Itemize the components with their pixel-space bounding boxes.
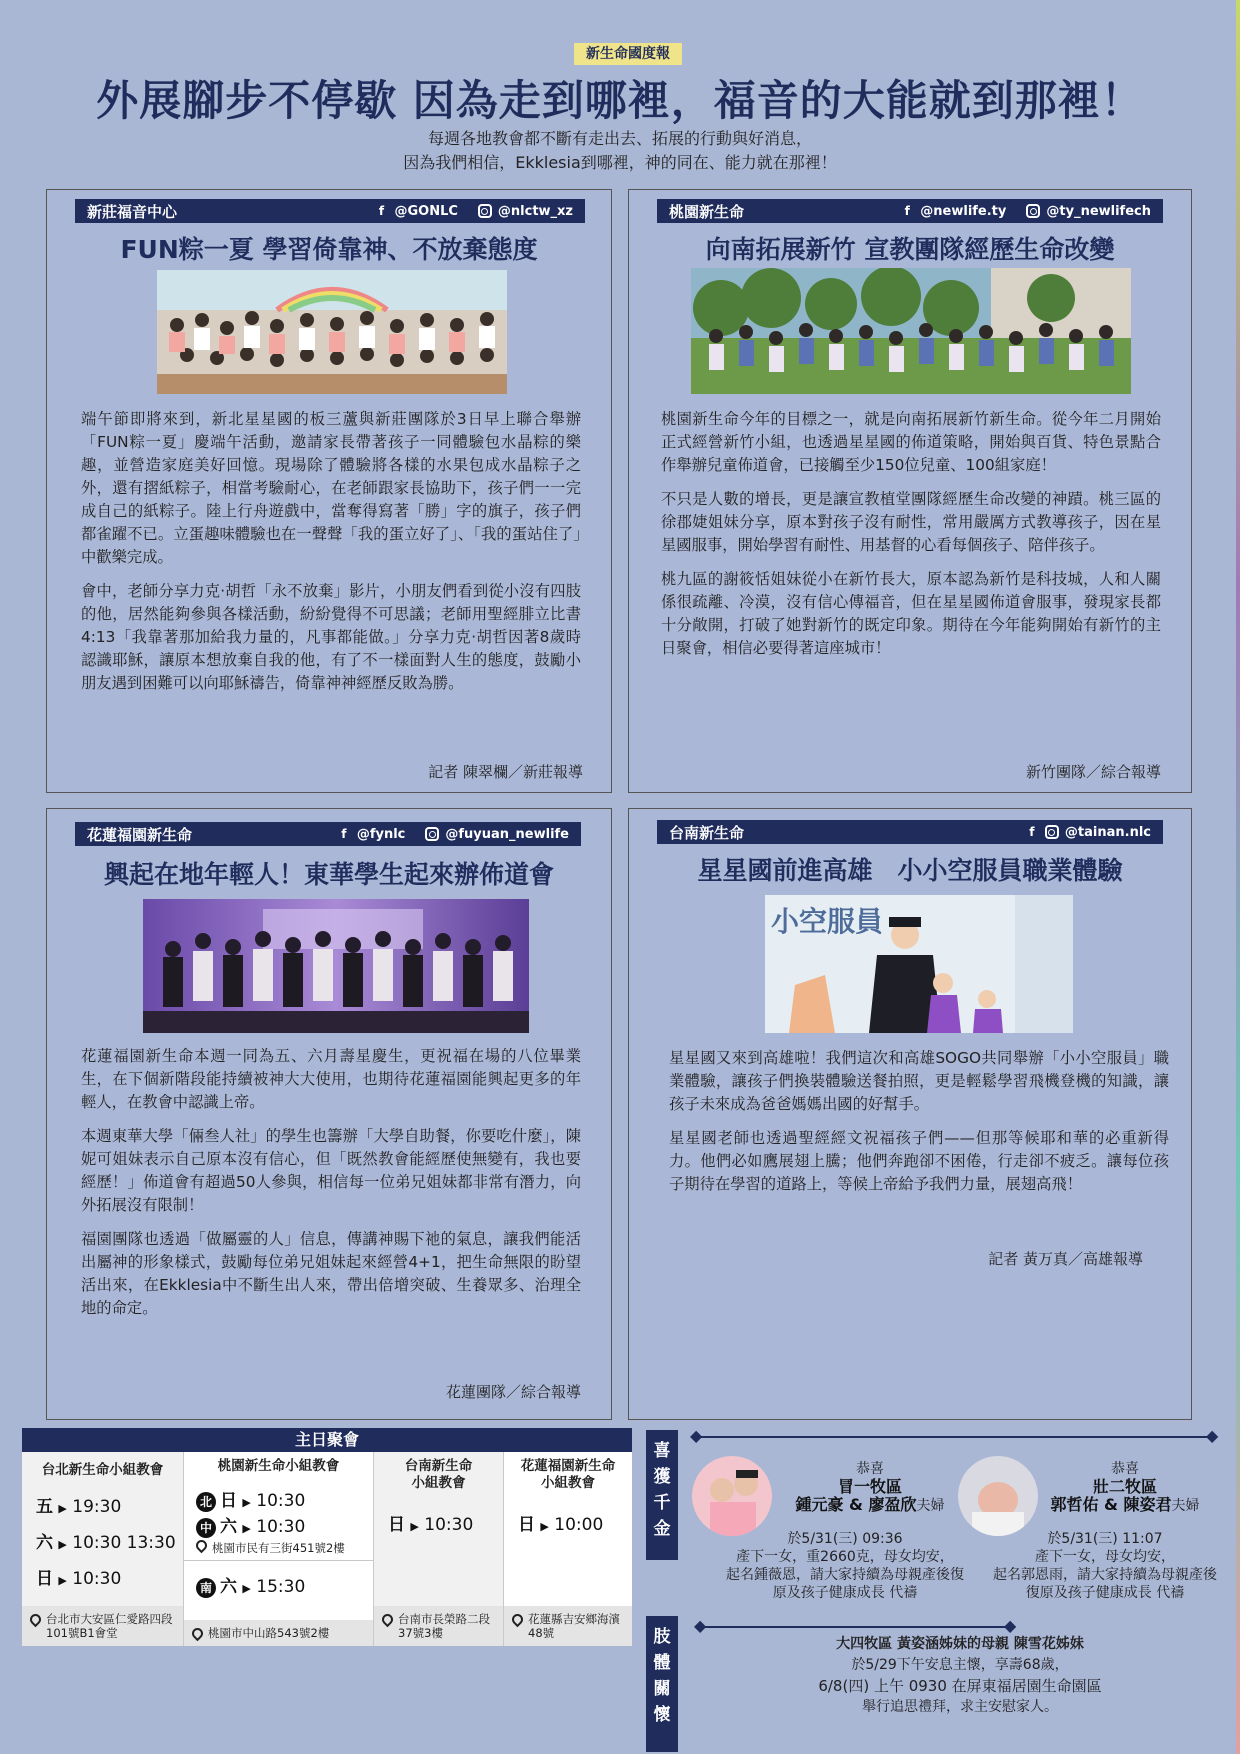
article-body	[81, 1045, 581, 1331]
schedule-header: 桃園新生命小組教會	[217, 1458, 340, 1474]
facebook-icon: f	[341, 827, 347, 841]
schedule-line: 六 ▶ 10:30 13:30	[36, 1533, 176, 1553]
facebook-handle[interactable]: @newlife.ty	[920, 203, 1007, 219]
social-links	[337, 827, 569, 842]
birth-b	[1030, 1460, 1220, 1515]
paragraph: 桃九區的謝筱恬姐妹從小在新竹長大，原本認為新竹是科技城，人和人關係很疏離、冷漠，沒有信心傳福音，但在星星國佈道會服事，發現家長都十分敞開，打破了她對新竹的既定印象。期待在今年能夠開始有新竹的主日聚會，相信必要得著這座城市！	[661, 570, 1161, 657]
sunday-schedule	[22, 1428, 632, 1646]
panel-xinzhuang	[46, 189, 612, 793]
birth-line: 起名郭恩雨，請大家持續為母親產後	[993, 1567, 1217, 1583]
social-links	[900, 204, 1151, 219]
facebook-handle[interactable]: @GONLC	[394, 203, 458, 219]
panel-hualien	[46, 808, 612, 1420]
schedule-address: 台南市長榮路二段37號3樓	[374, 1606, 503, 1646]
birth-line: 產下一女，母女均安，	[1035, 1549, 1175, 1565]
social-links	[374, 204, 573, 219]
condolence-line: 6/8(四) 上午 0930 在屏東福居園生命園區	[818, 1677, 1102, 1695]
birth-b-details	[980, 1530, 1230, 1602]
panel-header-bar	[657, 820, 1163, 844]
condolence-line: 於5/29下午安息主懷，享壽68歲，	[851, 1657, 1069, 1673]
schedule-tainan	[374, 1452, 504, 1646]
paragraph: 星星國又來到高雄啦！我們這次和高雄SOGO共同舉辦「小小空服員」職業體驗，讓孩子們換裝體驗送餐拍照，更是輕鬆學習飛機登機的知識，讓孩子未來成為爸爸媽媽出國的好幫手。	[669, 1049, 1169, 1113]
article-body	[669, 1047, 1169, 1207]
family-photo-b	[958, 1456, 1038, 1536]
congrats-label: 恭喜	[1111, 1461, 1139, 1477]
event-photo	[765, 895, 1073, 1033]
paragraph: 星星國老師也透過聖經經文祝福孩子們——但那等候耶和華的必重新得力。他們必如鷹展翅上騰；他們奔跑卻不困倦，行走卻不疲乏。讓每位孩子期待在學習的道路上，等候上帝給予我們力量，展翅高飛！	[669, 1129, 1169, 1193]
schedule-hualien	[504, 1452, 632, 1646]
play-arrow-icon: ▶	[242, 1496, 251, 1509]
instagram-handle[interactable]: @ty_newlifech	[1046, 203, 1151, 219]
schedule-header: 小組教會	[541, 1475, 595, 1491]
birth-date: 於5/31(三) 11:07	[1047, 1531, 1163, 1547]
church-name: 桃園新生命	[669, 202, 745, 221]
paragraph: 本週東華大學「倆叁人社」的學生也籌辦「大學自助餐，你要吃什麼」，陳妮可姐妹表示自己原本沒有信心，但「既然教會能經歷使無變有，我也要經歷！」佈道會有超過50人參與，相信每一位弟兄姐妹都非常有潛力，向外拓展沒有限制！	[81, 1127, 581, 1214]
schedule-address: 台北市大安區仁愛路四段101號B1會堂	[22, 1606, 183, 1646]
social-handle[interactable]: @tainan.nlc	[1064, 824, 1151, 840]
church-name: 花蓮福園新生命	[87, 825, 193, 844]
facebook-icon: f	[904, 204, 910, 218]
location-pin-icon	[28, 1612, 44, 1628]
play-arrow-icon: ▶	[242, 1582, 251, 1595]
play-arrow-icon: ▶	[58, 1502, 67, 1515]
location-pin-icon	[190, 1626, 206, 1642]
schedule-line: 日 ▶ 10:00	[518, 1515, 604, 1535]
divider	[184, 1560, 374, 1561]
birth-date: 於5/31(三) 09:36	[787, 1531, 903, 1547]
newsletter-tag: 新生命國度報	[574, 43, 682, 65]
instagram-icon	[425, 827, 439, 841]
ornament-icon: ◆	[1004, 1616, 1017, 1635]
couple-suffix: 夫婦	[1171, 1498, 1200, 1514]
location-pin-icon	[194, 1538, 210, 1554]
condolence-line: 舉行追思禮拜，求主安慰家人。	[862, 1699, 1058, 1715]
play-arrow-icon: ▶	[58, 1538, 67, 1551]
schedule-header: 台北新生命小組教會	[41, 1462, 164, 1478]
article-credit: 記者 陳翠欄／新莊報導	[428, 763, 583, 781]
article-title: 興起在地年輕人！東華學生起來辦佈道會	[103, 860, 554, 889]
instagram-icon	[1026, 204, 1040, 218]
instagram-handle[interactable]: @nlctw_xz	[497, 203, 573, 219]
location-pin-icon	[380, 1612, 396, 1628]
location-pin-icon	[510, 1612, 526, 1628]
district-name: 冒一牧區	[837, 1477, 902, 1496]
section-divider	[700, 1626, 1010, 1628]
schedule-line: 日 ▶ 10:30	[36, 1569, 122, 1589]
paragraph: 端午節即將來到，新北星星國的板三蘆與新莊團隊於3日早上聯合舉辦「FUN粽一夏」慶端午活動，邀請家長帶著孩子一同體驗包水晶粽的樂趣，並營造家庭美好回憶。現場除了體驗將各樣的水果包成水晶粽子之外，還有摺紙粽子，相當考驗耐心，在老師跟家長協助下，孩子們一一完成自己的紙粽子。陸上行舟遊戲中，當奪得寫著「勝」字的旗子，孩子們都雀躍不已。立蛋趣味體驗也在一聲聲「我的蛋立好了」、「我的蛋站住了」中歡樂完成。	[81, 410, 581, 566]
couple-name: 鍾元豪 & 廖盈欣	[795, 1495, 917, 1514]
instagram-icon	[478, 204, 492, 218]
condolence-text	[700, 1634, 1220, 1718]
south-badge: 南	[196, 1578, 216, 1598]
district-name: 壯二牧區	[1092, 1477, 1157, 1496]
article-title: FUN粽一夏 學習倚靠神、不放棄態度	[120, 235, 538, 264]
schedule-line: 中 六 ▶ 10:30	[196, 1512, 305, 1538]
schedule-taoyuan	[184, 1452, 374, 1646]
church-name: 新莊福音中心	[87, 202, 178, 221]
article-title: 星星國前進高雄 小小空服員職業體驗	[697, 856, 1123, 885]
play-arrow-icon: ▶	[540, 1520, 549, 1533]
instagram-handle[interactable]: @fuyuan_newlife	[445, 826, 569, 842]
panel-taoyuan	[628, 189, 1192, 793]
panel-header-bar	[75, 199, 585, 223]
panel-tainan	[628, 808, 1192, 1420]
schedule-header: 小組教會	[411, 1475, 466, 1491]
schedule-line: 南 六 ▶ 15:30	[196, 1572, 305, 1598]
event-photo	[691, 268, 1131, 394]
ornament-icon: ◆	[694, 1616, 707, 1635]
play-arrow-icon: ▶	[410, 1520, 419, 1533]
couple-suffix: 夫婦	[916, 1498, 945, 1514]
article-credit: 花蓮團隊／綜合報導	[445, 1383, 581, 1401]
couple-name: 郭哲佑 & 陳姿君	[1050, 1495, 1172, 1514]
condolence-line: 大四牧區 黃姿涵姊妹的母親 陳雪花姊妹	[836, 1636, 1084, 1652]
facebook-handle[interactable]: @fynlc	[356, 826, 406, 842]
birth-line: 原及孩子健康成長 代禱	[772, 1585, 918, 1601]
paragraph: 福園團隊也透過「做屬靈的人」信息，傳講神賜下祂的氣息，讓我們能活出屬神的形象樣式，鼓勵每位弟兄姐妹起來經營4+1，把生命無限的盼望活出來，在Ekklesia中不斷生出人來，帶出倍增突破、生養眾多、治理全地的命定。	[81, 1230, 581, 1317]
schedule-taipei	[22, 1452, 184, 1646]
church-name: 台南新生命	[669, 823, 745, 842]
play-arrow-icon: ▶	[58, 1574, 67, 1587]
page-headline: 外展腳步不停歇 因為走到哪裡，福音的大能就到那裡！	[96, 76, 1144, 125]
family-photo-a	[692, 1456, 772, 1536]
article-body	[81, 408, 581, 706]
birth-a-details	[700, 1530, 990, 1602]
panel-header-bar	[657, 199, 1163, 223]
event-photo	[143, 899, 529, 1033]
central-badge: 中	[196, 1518, 216, 1538]
article-credit: 新竹團隊／綜合報導	[1025, 763, 1161, 781]
schedule-line: 日 ▶ 10:30	[388, 1515, 474, 1535]
instagram-icon	[1045, 825, 1059, 839]
article-credit: 記者 黃万真／高雄報導	[988, 1250, 1143, 1268]
paragraph: 會中，老師分享力克·胡哲「永不放棄」影片，小朋友們看到從小沒有四肢的他，居然能夠參與各樣活動，紛紛覺得不可思議；老師用聖經腓立比書4:13「我靠著那加給我力量的，凡事都能做。」分享力克·胡哲因著8歲時認識耶穌，讓原本想放棄自我的他，有了不一樣面對人生的態度，鼓勵小朋友遇到困難可以向耶穌禱告，倚靠神神經歷反敗為勝。	[81, 582, 581, 692]
schedule-header: 台南新生命	[404, 1458, 473, 1474]
play-arrow-icon: ▶	[242, 1522, 251, 1535]
color-edge-strip	[1236, 0, 1240, 1754]
north-badge: 北	[196, 1492, 216, 1512]
paragraph: 花蓮福園新生命本週一同為五、六月壽星慶生，更祝福在場的八位畢業生，在下個新階段能持續被神大大使用，也期待花蓮福園能興起更多的年輕人，在教會中認識上帝。	[81, 1047, 581, 1111]
facebook-icon: f	[378, 204, 385, 218]
birth-line: 起名鍾薇恩，請大家持續為母親產後復	[726, 1567, 964, 1583]
schedule-address: 花蓮縣吉安鄉海濱48號	[504, 1606, 632, 1646]
schedule-title: 主日聚會	[22, 1428, 632, 1452]
births-label: 喜獲千金	[646, 1430, 678, 1560]
ornament-icon: ◆	[690, 1426, 703, 1445]
facebook-icon: f	[1029, 825, 1035, 839]
article-body	[661, 408, 1161, 671]
paragraph: 桃園新生命今年的目標之一，就是向南拓展新竹新生命。從今年二月開始正式經營新竹小組，也透過星星國的佈道策略，開始與百貨、特色景點合作舉辦兒童佈道會，已接觸至少150位兒童、100組家庭！	[661, 410, 1161, 474]
panel-header-bar	[75, 822, 581, 846]
birth-line: 復原及孩子健康成長 代禱	[1025, 1585, 1185, 1601]
birth-line: 產下一女，重2660克，母女均安，	[736, 1549, 954, 1565]
schedule-header: 花蓮福園新生命	[520, 1458, 616, 1474]
page-subtitle-1: 每週各地教會都不斷有走出去、拓展的行動與好消息，	[427, 129, 812, 148]
condolence-label: 肢體關懷	[646, 1616, 678, 1752]
photo-sign: 小空服員	[771, 905, 884, 938]
article-title: 向南拓展新竹 宣教團隊經歷生命改變	[705, 235, 1115, 264]
congrats-label: 恭喜	[856, 1461, 884, 1477]
social-links	[1025, 825, 1151, 840]
paragraph: 不只是人數的增長，更是讓宣教植堂團隊經歷生命改變的神蹟。桃三區的徐郡婕姐妹分享，原本對孩子沒有耐性，常用嚴厲方式教導孩子，因在星星國服事，開始學習有耐性、用基督的心看每個孩子、陪伴孩子。	[661, 490, 1161, 554]
ornament-icon: ◆	[1206, 1426, 1219, 1445]
section-divider	[696, 1436, 1214, 1438]
schedule-line: 五 ▶ 19:30	[36, 1497, 122, 1517]
event-photo	[157, 270, 507, 394]
schedule-address: 桃園市中山路543號2樓	[184, 1620, 373, 1646]
schedule-address: 桃園市民有三街451號2樓	[196, 1540, 345, 1556]
birth-a	[770, 1460, 970, 1515]
schedule-line: 北 日 ▶ 10:30	[196, 1486, 305, 1512]
page-subtitle-2: 因為我們相信，Ekklesia到哪裡，神的同在、能力就在那裡！	[403, 153, 837, 172]
